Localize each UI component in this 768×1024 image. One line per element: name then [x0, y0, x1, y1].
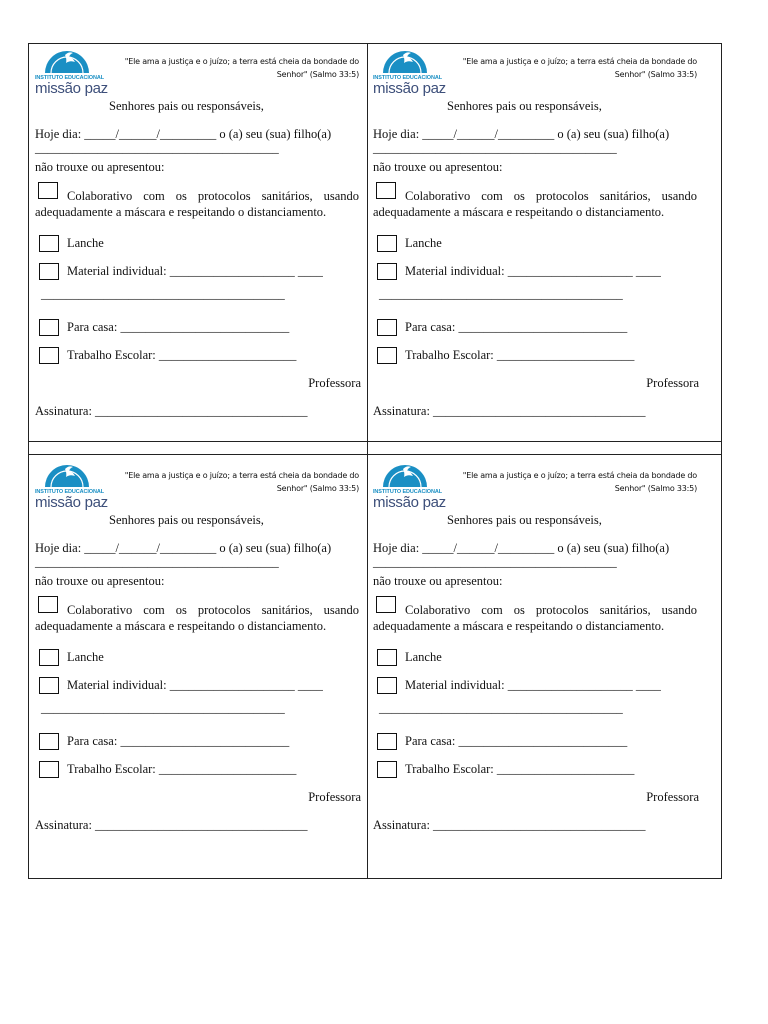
- material-line: _______________________________________: [41, 287, 285, 301]
- student-name-line: _______________________________________: [35, 555, 279, 569]
- snack-checkbox[interactable]: [39, 235, 59, 252]
- greeting: Senhores pais ou responsáveis,: [447, 513, 602, 527]
- signature-line: Assinatura: __________________________________: [35, 404, 308, 418]
- teacher-label: Professora: [308, 376, 361, 390]
- school-logo: [35, 461, 108, 513]
- material-line: _______________________________________: [379, 701, 623, 715]
- material-checkbox[interactable]: [377, 677, 397, 694]
- logo-school-name: missão paz: [373, 494, 446, 511]
- material-label: Material individual: ____________________ ____: [405, 264, 661, 278]
- notice-card: [35, 461, 367, 851]
- not-brought-label: não trouxe ou apresentou:: [35, 160, 165, 174]
- school-logo: [35, 47, 108, 99]
- bible-quote: "Ele ama a justiça e o juízo; a terra está cheia da bondade do Senhor" (Salmo 33:5): [124, 57, 359, 79]
- collaborative-label: Colaborativo com os protocolos sanitários, usando: [67, 189, 359, 203]
- student-name-line: _______________________________________: [373, 555, 617, 569]
- snack-checkbox[interactable]: [377, 649, 397, 666]
- date-line: Hoje dia: _____/______/_________ o (a) seu (sua) filho(a): [373, 541, 670, 555]
- logo-fan-icon: [379, 461, 431, 487]
- signature-line: Assinatura: __________________________________: [373, 404, 646, 418]
- material-checkbox[interactable]: [39, 263, 59, 280]
- greeting: Senhores pais ou responsáveis,: [109, 99, 264, 113]
- date-line: Hoje dia: _____/______/_________ o (a) seu (sua) filho(a): [373, 127, 670, 141]
- notice-card: [373, 47, 705, 437]
- teacher-label: Professora: [646, 376, 699, 390]
- homework-label: Para casa: ___________________________: [67, 734, 290, 748]
- horizontal-cut-line: [29, 454, 721, 455]
- school-work-checkbox[interactable]: [377, 347, 397, 364]
- collaborative-checkbox[interactable]: [38, 182, 58, 199]
- logo-school-name: missão paz: [35, 80, 108, 97]
- horizontal-cut-line: [29, 441, 721, 442]
- material-checkbox[interactable]: [39, 677, 59, 694]
- logo-institute-text: INSTITUTO EDUCACIONAL: [35, 75, 104, 81]
- collaborative-label-cont: adequadamente a máscara e respeitando o distanciamento.: [373, 619, 665, 633]
- signature-line: Assinatura: __________________________________: [35, 818, 308, 832]
- notice-sheet: [28, 43, 722, 879]
- school-work-checkbox[interactable]: [377, 761, 397, 778]
- homework-checkbox[interactable]: [39, 319, 59, 336]
- school-work-checkbox[interactable]: [39, 761, 59, 778]
- collaborative-checkbox[interactable]: [376, 596, 396, 613]
- not-brought-label: não trouxe ou apresentou:: [35, 574, 165, 588]
- material-label: Material individual: ____________________ ____: [67, 264, 323, 278]
- collaborative-checkbox[interactable]: [376, 182, 396, 199]
- logo-fan-icon: [41, 47, 93, 73]
- logo-institute-text: INSTITUTO EDUCACIONAL: [373, 489, 442, 495]
- vertical-cut-line: [367, 44, 368, 878]
- not-brought-label: não trouxe ou apresentou:: [373, 160, 503, 174]
- material-line: _______________________________________: [41, 701, 285, 715]
- school-logo: [373, 461, 446, 513]
- logo-fan-icon: [41, 461, 93, 487]
- collaborative-label: Colaborativo com os protocolos sanitários, usando: [405, 603, 697, 617]
- bible-quote: "Ele ama a justiça e o juízo; a terra está cheia da bondade do Senhor" (Salmo 33:5): [462, 57, 697, 79]
- snack-checkbox[interactable]: [377, 235, 397, 252]
- homework-label: Para casa: ___________________________: [67, 320, 290, 334]
- logo-school-name: missão paz: [373, 80, 446, 97]
- school-work-label: Trabalho Escolar: ______________________: [405, 762, 635, 776]
- student-name-line: _______________________________________: [35, 141, 279, 155]
- teacher-label: Professora: [646, 790, 699, 804]
- student-name-line: _______________________________________: [373, 141, 617, 155]
- snack-label: Lanche: [67, 650, 104, 664]
- homework-label: Para casa: ___________________________: [405, 320, 628, 334]
- homework-checkbox[interactable]: [377, 319, 397, 336]
- notice-card: [35, 47, 367, 437]
- logo-school-name: missão paz: [35, 494, 108, 511]
- greeting: Senhores pais ou responsáveis,: [447, 99, 602, 113]
- signature-line: Assinatura: __________________________________: [373, 818, 646, 832]
- school-work-label: Trabalho Escolar: ______________________: [405, 348, 635, 362]
- snack-label: Lanche: [405, 236, 442, 250]
- material-line: _______________________________________: [379, 287, 623, 301]
- date-line: Hoje dia: _____/______/_________ o (a) seu (sua) filho(a): [35, 541, 332, 555]
- snack-checkbox[interactable]: [39, 649, 59, 666]
- school-logo: [373, 47, 446, 99]
- material-checkbox[interactable]: [377, 263, 397, 280]
- collaborative-label-cont: adequadamente a máscara e respeitando o distanciamento.: [35, 205, 327, 219]
- logo-fan-icon: [379, 47, 431, 73]
- collaborative-checkbox[interactable]: [38, 596, 58, 613]
- school-work-label: Trabalho Escolar: ______________________: [67, 762, 297, 776]
- material-label: Material individual: ____________________ ____: [67, 678, 323, 692]
- snack-label: Lanche: [405, 650, 442, 664]
- homework-checkbox[interactable]: [39, 733, 59, 750]
- teacher-label: Professora: [308, 790, 361, 804]
- school-work-label: Trabalho Escolar: ______________________: [67, 348, 297, 362]
- collaborative-label: Colaborativo com os protocolos sanitários, usando: [405, 189, 697, 203]
- bible-quote: "Ele ama a justiça e o juízo; a terra está cheia da bondade do Senhor" (Salmo 33:5): [462, 471, 697, 493]
- homework-label: Para casa: ___________________________: [405, 734, 628, 748]
- homework-checkbox[interactable]: [377, 733, 397, 750]
- greeting: Senhores pais ou responsáveis,: [109, 513, 264, 527]
- date-line: Hoje dia: _____/______/_________ o (a) seu (sua) filho(a): [35, 127, 332, 141]
- material-label: Material individual: ____________________ ____: [405, 678, 661, 692]
- logo-institute-text: INSTITUTO EDUCACIONAL: [35, 489, 104, 495]
- logo-institute-text: INSTITUTO EDUCACIONAL: [373, 75, 442, 81]
- collaborative-label: Colaborativo com os protocolos sanitários, usando: [67, 603, 359, 617]
- collaborative-label-cont: adequadamente a máscara e respeitando o distanciamento.: [35, 619, 327, 633]
- school-work-checkbox[interactable]: [39, 347, 59, 364]
- notice-card: [373, 461, 705, 851]
- collaborative-label-cont: adequadamente a máscara e respeitando o distanciamento.: [373, 205, 665, 219]
- not-brought-label: não trouxe ou apresentou:: [373, 574, 503, 588]
- snack-label: Lanche: [67, 236, 104, 250]
- bible-quote: "Ele ama a justiça e o juízo; a terra está cheia da bondade do Senhor" (Salmo 33:5): [124, 471, 359, 493]
